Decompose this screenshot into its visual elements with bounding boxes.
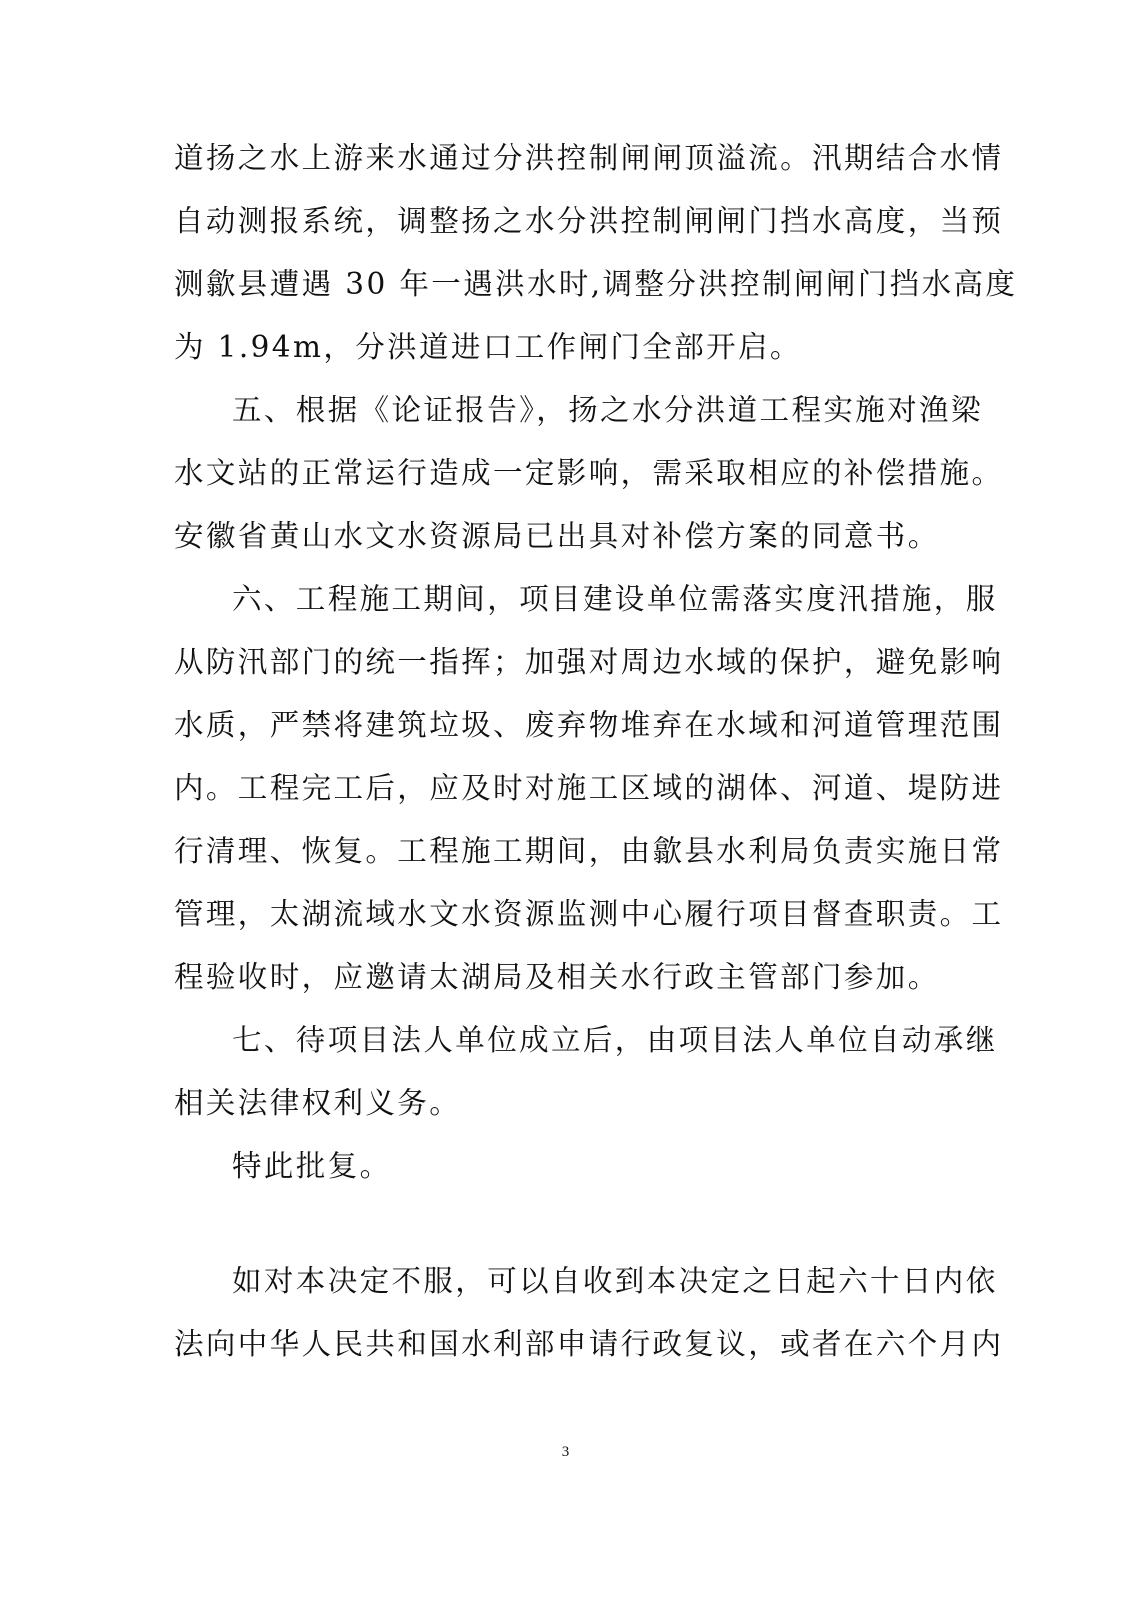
closing-line: 特此批复。: [232, 1149, 392, 1183]
page-number: 3: [561, 1444, 570, 1460]
text-line: 道扬之水上游来水通过分洪控制闸闸顶溢流。汛期结合水情: [174, 141, 1004, 175]
paragraph-start-line: 五、根据《论证报告》，扬之水分洪道工程实施对渔梁: [232, 393, 983, 427]
text-line: 水文站的正常运行造成一定影响，需采取相应的补偿措施。: [174, 456, 1004, 490]
text-line: 安徽省黄山水文水资源局已出具对补偿方案的同意书。: [174, 519, 940, 553]
text-line: 行清理、恢复。工程施工期间，由歙县水利局负责实施日常: [174, 834, 1004, 868]
text-line: 自动测报系统，调整扬之水分洪控制闸闸门挡水高度，当预: [174, 204, 1004, 238]
text-line: 内。工程完工后，应及时对施工区域的湖体、河道、堤防进: [174, 771, 1004, 805]
text-line: 测歙县遭遇 30 年一遇洪水时,调整分洪控制闸闸门挡水高度: [174, 267, 1018, 301]
text-line: 水质，严禁将建筑垃圾、废弃物堆弃在水域和河道管理范围: [174, 708, 1004, 742]
paragraph-start-line: 如对本决定不服，可以自收到本决定之日起六十日内依: [232, 1264, 998, 1298]
text-line: 为 1.94m，分洪道进口工作闸门全部开启。: [174, 330, 802, 364]
text-line: 法向中华人民共和国水利部申请行政复议，或者在六个月内: [174, 1327, 1004, 1361]
text-line: 从防汛部门的统一指挥；加强对周边水域的保护，避免影响: [174, 645, 1004, 679]
text-line: 程验收时，应邀请太湖局及相关水行政主管部门参加。: [174, 960, 940, 994]
paragraph-start-line: 七、待项目法人单位成立后，由项目法人单位自动承继: [232, 1023, 998, 1057]
paragraph-start-line: 六、工程施工期间，项目建设单位需落实度汛措施，服: [232, 582, 998, 616]
text-line: 管理，太湖流域水文水资源监测中心履行项目督查职责。工: [174, 897, 1004, 931]
text-line: 相关法律权利义务。: [174, 1086, 462, 1120]
